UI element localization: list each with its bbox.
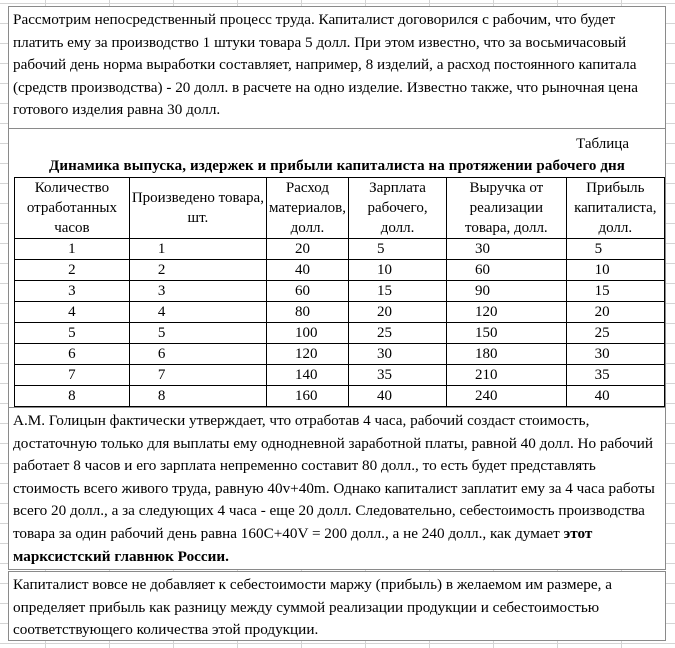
table-cell[interactable]: 20 (266, 239, 348, 260)
table-header-row (15, 178, 665, 239)
table-cell[interactable]: 60 (266, 281, 348, 302)
table-cell[interactable]: 30 (566, 344, 664, 365)
table-cell[interactable]: 6 (15, 344, 130, 365)
table-cell[interactable]: 5 (129, 323, 266, 344)
table-cell[interactable]: 140 (266, 365, 348, 386)
table-cell[interactable]: 120 (447, 302, 567, 323)
table-cell[interactable]: 180 (447, 344, 567, 365)
intro-cell[interactable] (8, 6, 666, 128)
table-cell[interactable]: 30 (447, 239, 567, 260)
table-cell[interactable]: 25 (566, 323, 664, 344)
table-cell[interactable]: 15 (348, 281, 446, 302)
table-cell[interactable]: 90 (447, 281, 567, 302)
table-cell[interactable]: 150 (447, 323, 567, 344)
table-cell[interactable]: 4 (129, 302, 266, 323)
table-cell[interactable]: 80 (266, 302, 348, 323)
table-row (15, 281, 665, 302)
table-cell[interactable]: 35 (348, 365, 446, 386)
table-cell[interactable]: 60 (447, 260, 567, 281)
table-cell[interactable]: 20 (348, 302, 446, 323)
table-cell[interactable]: 30 (348, 344, 446, 365)
table-cell[interactable]: 7 (15, 365, 130, 386)
table-cell[interactable]: 20 (566, 302, 664, 323)
golitsyn-cell[interactable] (8, 408, 666, 570)
table-cell[interactable]: 10 (348, 260, 446, 281)
table-cell[interactable]: 2 (15, 260, 130, 281)
table-cell[interactable]: 25 (348, 323, 446, 344)
column-header-profit[interactable]: Прибыль капиталиста, долл. (566, 178, 664, 239)
table-cell[interactable]: 5 (566, 239, 664, 260)
table-cell[interactable]: 7 (129, 365, 266, 386)
conclusion-cell[interactable] (8, 571, 666, 641)
table-cell[interactable]: 120 (266, 344, 348, 365)
table-label: Таблица (576, 136, 629, 152)
table-cell[interactable]: 100 (266, 323, 348, 344)
column-header-hours[interactable]: Количество отработанных часов (15, 178, 130, 239)
table-row (15, 386, 665, 407)
table-cell[interactable]: 35 (566, 365, 664, 386)
column-header-revenue[interactable]: Выручка от реализации товара, долл. (447, 178, 567, 239)
table-cell[interactable]: 210 (447, 365, 567, 386)
table-cell[interactable]: 1 (15, 239, 130, 260)
table-cell[interactable]: 160 (266, 386, 348, 407)
table-row (15, 239, 665, 260)
table-cell[interactable]: 240 (447, 386, 567, 407)
table-cell[interactable]: 3 (15, 281, 130, 302)
table-cell[interactable]: 8 (129, 386, 266, 407)
table-cell[interactable]: 4 (15, 302, 130, 323)
column-header-produced[interactable]: Произведено товара, шт. (129, 178, 266, 239)
golitsyn-text: А.М. Голицын фактически утверждает, что отработав 4 часа, рабочий создаст стоимость, достаточную только для выплаты ему однодневной заработной платы, равной 40 долл. Но рабочий работает 8 часов и его зарплата непременно составит 80 долл., то есть будет представлять стоимость всего живого труда, равную 40v+40m. Однако капиталист заплатит ему за 4 часа работы всего 20 долл., а за следующих 4 часа - еще 20 долл. Следовательно, себестоимость производства товара за один рабочий день равна 160С+40V = 200 долл., а не 240 долл., как думает (13, 412, 655, 542)
table-cell[interactable]: 5 (15, 323, 130, 344)
data-table (14, 177, 665, 407)
intro-text: Рассмотрим непосредственный процесс труда. Капиталист договорился с рабочим, что будет платить ему за производство 1 штуки товара 5 долл. При этом известно, что за восьмичасовый рабочий день норма выработки составляет, например, 8 изделий, а расход постоянного капитала (средств производства) - 20 долл. в расчете на одно изделие. Известно также, что рыночная цена готового изделия равна 30 долл. (13, 11, 639, 119)
table-row (15, 302, 665, 323)
table-cell[interactable]: 1 (129, 239, 266, 260)
table-title: Динамика выпуска, издержек и прибыли капиталиста на протяжении рабочего дня (48, 158, 626, 174)
golitsyn-bold-text: этот марксистский главнюк России. (13, 524, 593, 565)
table-cell[interactable]: 40 (266, 260, 348, 281)
column-header-materials[interactable]: Расход материалов, долл. (266, 178, 348, 239)
table-cell[interactable]: 40 (566, 386, 664, 407)
table-cell[interactable]: 6 (129, 344, 266, 365)
table-row (15, 344, 665, 365)
table-cell[interactable]: 15 (566, 281, 664, 302)
table-cell[interactable]: 40 (348, 386, 446, 407)
conclusion-text: Капиталист вовсе не добавляет к себестоимости маржу (прибыль) в желаемом им размере, а определяет прибыль как разницу между суммой реализации продукции и себестоимостью соответствующего количества этой продукции. (13, 576, 612, 639)
table-row (15, 365, 665, 386)
table-row (15, 260, 665, 281)
table-cell[interactable]: 10 (566, 260, 664, 281)
table-row (15, 323, 665, 344)
table-cell[interactable]: 5 (348, 239, 446, 260)
table-cell[interactable]: 3 (129, 281, 266, 302)
column-header-wage[interactable]: Зарплата рабочего, долл. (348, 178, 446, 239)
table-cell[interactable]: 8 (15, 386, 130, 407)
table-section[interactable] (8, 128, 666, 408)
table-cell[interactable]: 2 (129, 260, 266, 281)
